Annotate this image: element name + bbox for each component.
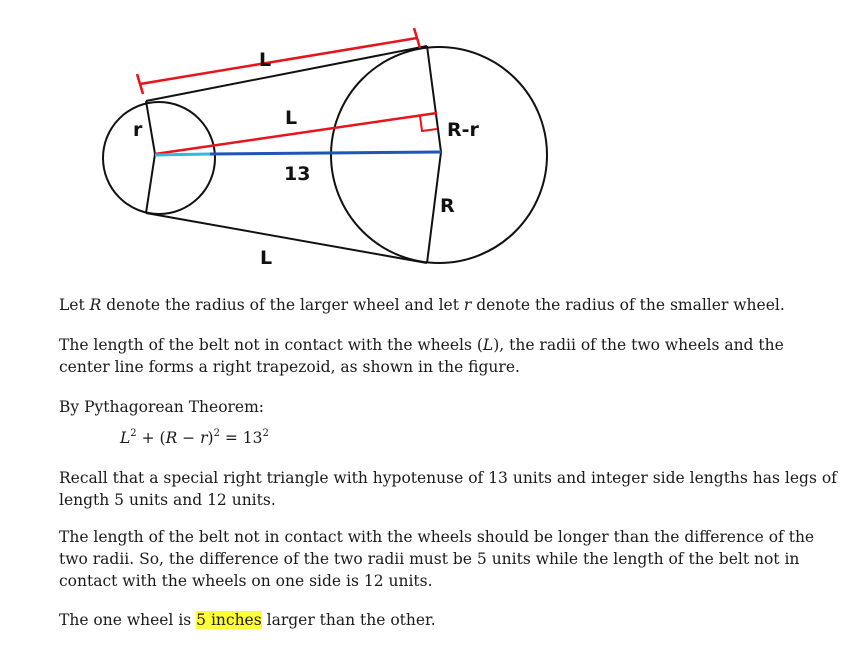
paragraph-trapezoid: The length of the belt not in contact with the wheels (L), the radii of the two wheels and the center line forms a right trapezoid, as shown in the figure. (59, 336, 784, 376)
top-length-dimension (140, 38, 417, 84)
center-line-cyan (155, 154, 210, 155)
label-middle-length: L (285, 107, 298, 129)
label-top-length: L (259, 49, 272, 71)
large-radius-top (427, 46, 441, 152)
large-radius-bottom (427, 152, 441, 263)
belt-pulley-diagram (0, 0, 866, 290)
label-radius-difference: R-r (447, 119, 479, 141)
paragraph-reasoning: The length of the belt not in contact with the wheels should be longer than the difference of the two radii. So, the difference of the two radii must be 5 units while the length of the belt not in contact with the wheels on one side is 12 units. (59, 528, 815, 590)
paragraph-answer: The one wheel is 5 inches larger than the other. (59, 611, 436, 629)
label-center-distance: 13 (284, 163, 311, 185)
answer-highlight: 5 inches (196, 611, 262, 629)
center-line (210, 152, 441, 154)
small-radius-top (146, 101, 155, 154)
label-large-radius: R (440, 195, 455, 217)
label-small-radius: r (133, 119, 143, 141)
belt-bottom-tangent (146, 213, 427, 263)
pythagorean-equation: $L^2 + (R - r)^2 = 13^2$ (120, 428, 269, 447)
belt-top-tangent (146, 46, 427, 101)
small-wheel (103, 102, 215, 214)
large-wheel (331, 47, 547, 263)
right-angle-marker (420, 116, 437, 131)
small-radius-bottom (146, 154, 155, 213)
paragraph-special-triangle: Recall that a special right triangle with hypotenuse of 13 units and integer side lengths has legs of length 5 units and 12 units. (59, 469, 837, 509)
paragraph-pythagorean: By Pythagorean Theorem: (59, 398, 265, 416)
label-bottom-length: L (260, 247, 273, 269)
paragraph-definitions: Let R denote the radius of the larger wheel and let r denote the radius of the smaller wheel. (59, 296, 785, 314)
